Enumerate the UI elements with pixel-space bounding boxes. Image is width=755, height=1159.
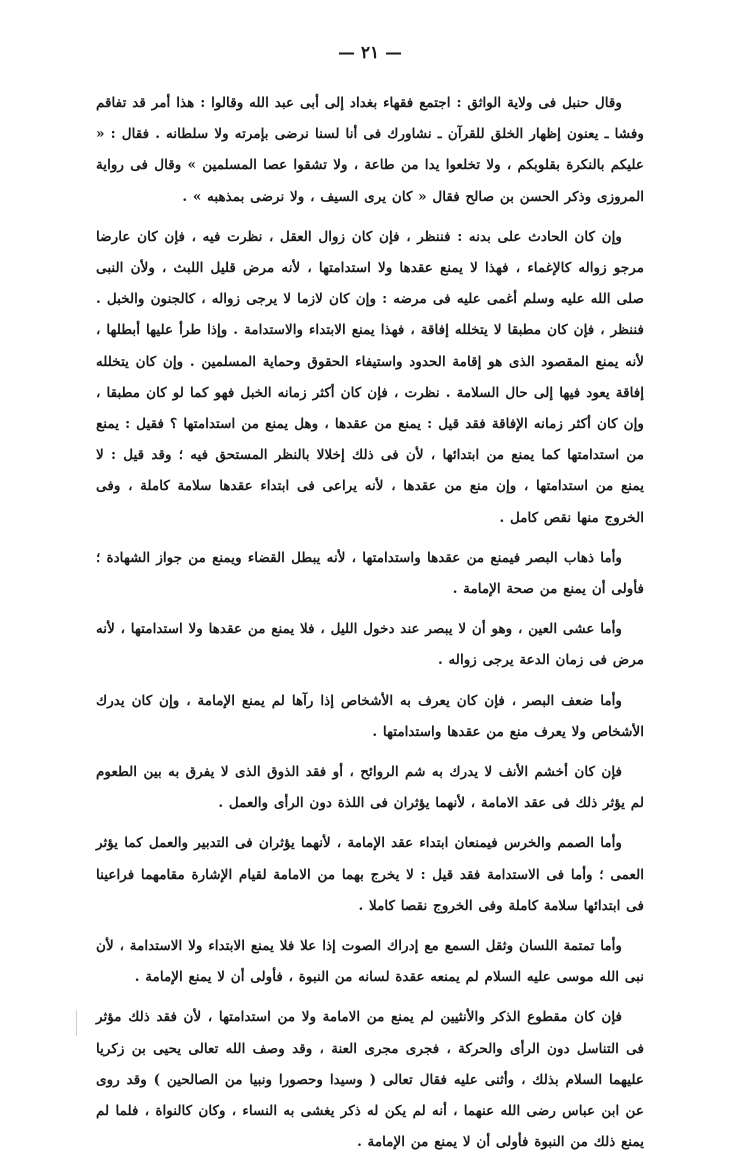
page-number: — ٢١ — [337, 43, 403, 63]
paragraph-4: وأما عشى العين ، وهو أن لا يبصر عند دخول الليل ، فلا يمنع من عقدها ولا استدامتها ، لأنه مرض فى زمان الدعة يرجى زواله . [96, 621, 644, 669]
paragraph-1: وقال حنبل فى ولاية الواثق : اجتمع فقهاء بغداد إلى أبى عبد الله وقالوا : هذا أمر قد تفاقم وفشا ـ يعنون إظهار الخلق للقرآن ـ نشاورك فى أنا لسنا نرضى بإمرته ولا سلطانه . فقال : « عليكم بالنكرة بقلوبكم ، ولا تخلعوا يدا من طاعة ، ولا تشقوا عصا المسلمين » وقال فى رواية المروزى وذكر الحسن بن صالح فقال « كان يرى السيف ، ولا نرضى بمذهبه » . [96, 95, 644, 205]
margin-mark [76, 1010, 79, 1036]
paragraph-2: وإن كان الحادث على بدنه : فننظر ، فإن كان زوال العقل ، نظرت فيه ، فإن كان عارضا مرجو زواله كالإغماء ، فهذا لا يمنع عقدها ولا استدامتها ، لأنه مرض قليل اللبث ، ولأن النبى صلى الله عليه وسلم أغمى عليه فى مرضه : وإن كان لازما لا يرجى زواله ، كالجنون والخبل . فننظر ، فإن كان مطبقا لا يتخلله إفاقة ، فهذا يمنع الابتداء والاستدامة . وإذا طرأ عليها أبطلها ، لأنه يمنع المقصود الذى هو إقامة الحدود واستيفاء الحقوق وحماية المسلمين . وإن كان يتخلله إفاقة يعود فيها إلى حال السلامة . نظرت ، فإن كان أكثر زمانه الخبل فهو كما لو كان مطبقا ، وإن كان أكثر زمانه الإفاقة فقد قيل : يمنع من عقدها ، وهل يمنع من استدامتها ؟ فقيل : يمنع من استدامتها كما يمنع من ابتدائها ، لأن فى ذلك إخلالا بالنظر المستحق فيه ؛ وقد قيل : لا يمنع من استدامتها ، وإن منع من عقدها ، لأنه يراعى فى ابتداء عقدها سلامة كاملة ، وفى الخروج منها نقص كامل . [96, 228, 644, 526]
paragraph-6: فإن كان أخشم الأنف لا يدرك به شم الروائح ، أو فقد الذوق الذى لا يفرق به بين الطعوم لم يؤثر ذلك فى عقد الامامة ، لأنهما يؤثران فى اللذة دون الرأى والعمل . [96, 764, 644, 812]
paragraph-7: وأما الصمم والخرس فيمنعان ابتداء عقد الإمامة ، لأنهما يؤثران فى التدبير والعمل كما يؤثر العمى ؛ وأما فى الاستدامة فقد قيل : لا يخرج بهما من الامامة لقيام الإشارة مقامهما فراعينا فى ابتدائها سلامة كاملة وفى الخروج نقصا كاملا . [96, 835, 644, 914]
paragraph-5: وأما ضعف البصر ، فإن كان يعرف به الأشخاص إذا رآها لم يمنع الإمامة ، وإن كان يدرك الأشخاص ولا يعرف منع من عقدها واستدامتها . [96, 692, 644, 740]
paragraph-8: وأما تمتمة اللسان وثقل السمع مع إدراك الصوت إذا علا فلا يمنع الابتداء ولا الاستدامة ، لأن نبى الله موسى عليه السلام لم يمنعه عقدة لسانه من النبوة ، فأولى أن لا يمنع الإمامة . [96, 938, 644, 986]
document-page [96, 36, 644, 1151]
paragraph-3: وأما ذهاب البصر فيمنع من عقدها واستدامتها ، لأنه يبطل القضاء ويمنع من جواز الشهادة ؛ فأولى أن يمنع من صحة الإمامة . [96, 549, 644, 598]
paragraph-9: فإن كان مقطوع الذكر والأنثيين لم يمنع من الامامة ولا من استدامتها ، لأن فقد ذلك مؤثر فى التناسل دون الرأى والحركة ، فجرى مجرى العنة ، وقد وصف الله تعالى يحيى بن زكريا عليهما السلام بذلك ، وأثنى عليه فقال تعالى ( وسيدا وحصورا ونبيا من الصالحين ) وقد روى عن ابن عباس رضى الله عنهما ، أنه لم يكن له ذكر يغشى به النساء ، وكان كالنواة ، فلما لم يمنع ذلك من النبوة فأولى أن لا يمنع من الإمامة . [96, 1009, 644, 1151]
